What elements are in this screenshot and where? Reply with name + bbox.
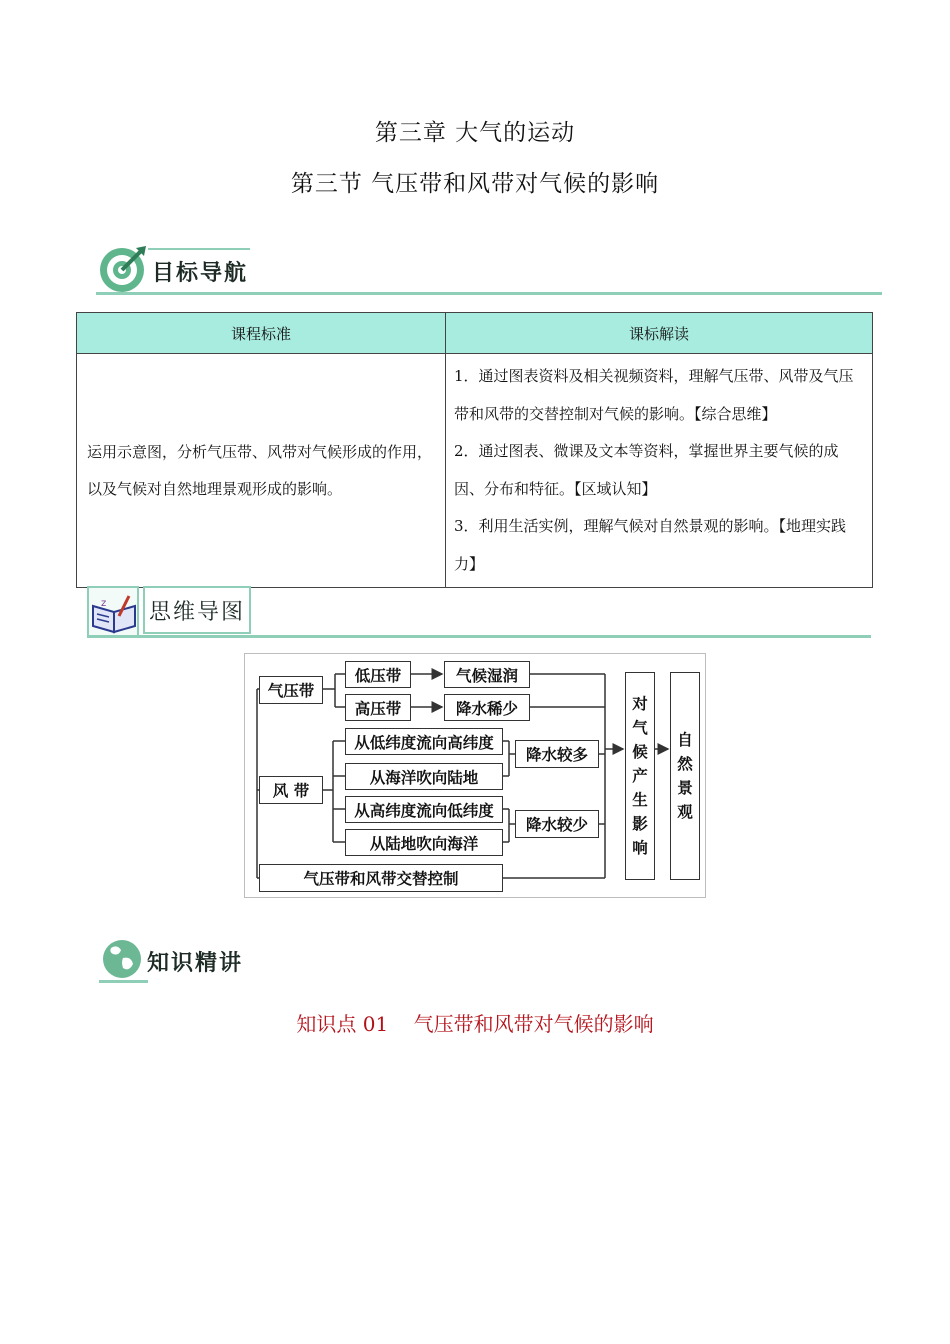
col-header-interpretation: 课标解读: [446, 313, 873, 354]
less-rain-2-box: 降水较少: [515, 810, 599, 838]
section-title: 第三节 气压带和风带对气候的影响: [290, 171, 660, 197]
ocean-to-land-box: 从海洋吹向陆地: [345, 763, 503, 790]
col-header-standard: 课程标准: [77, 313, 446, 354]
low-pressure-box: 低压带: [345, 661, 411, 688]
less-rain-box: 降水稀少: [444, 694, 530, 721]
globe-icon: [99, 938, 145, 982]
knowledge-banner: [99, 938, 259, 986]
high-to-low-latitude-box: 从高纬度流向低纬度: [345, 796, 503, 823]
objectives-table: [76, 312, 873, 588]
book-icon: [91, 592, 137, 634]
low-to-high-latitude-box: 从低纬度流向高纬度: [345, 728, 503, 755]
pressure-belt-box: 气压带: [259, 676, 323, 704]
natural-landscape-box: 自 然 景 观: [670, 672, 700, 880]
knowledge-point-title: 知识点 01 气压带和风带对气候的影响: [296, 1012, 654, 1036]
interpretation-list: [446, 354, 873, 588]
climate-effect-box: 对 气 候 产 生 影 响: [625, 672, 655, 880]
objectives-banner: [96, 244, 882, 298]
mindmap-diagram: [244, 653, 706, 898]
chapter-title: 第三章 大气的运动: [374, 120, 576, 146]
svg-text:z: z: [101, 598, 107, 609]
standard-text: 运用示意图，分析气压带、风带对气候形成的作用，以及气候对自然地理景观形成的影响。: [77, 354, 446, 588]
land-to-ocean-box: 从陆地吹向海洋: [345, 829, 503, 856]
interpretation-item: 2．通过图表、微课及文本等资料，掌握世界主要气候的成因、分布和特征。【区域认知】: [454, 442, 839, 498]
mindmap-heading: 思维导图: [149, 600, 246, 625]
objectives-heading: 目标导航: [152, 261, 249, 286]
more-rain-box: 降水较多: [515, 740, 599, 768]
wind-belt-box: 风 带: [259, 776, 323, 804]
interpretation-item: 3．利用生活实例，理解气候对自然景观的影响。【地理实践力】: [454, 517, 847, 573]
high-pressure-box: 高压带: [345, 694, 411, 721]
target-icon: [96, 244, 148, 296]
humid-climate-box: 气候湿润: [444, 661, 530, 688]
knowledge-heading: 知识精讲: [147, 951, 244, 976]
interpretation-item: 1．通过图表资料及相关视频资料，理解气压带、风带及气压带和风带的交替控制对气候的影响。【综合思维】: [454, 367, 854, 423]
alternate-control-box: 气压带和风带交替控制: [259, 864, 503, 892]
mindmap-banner: [87, 586, 871, 642]
